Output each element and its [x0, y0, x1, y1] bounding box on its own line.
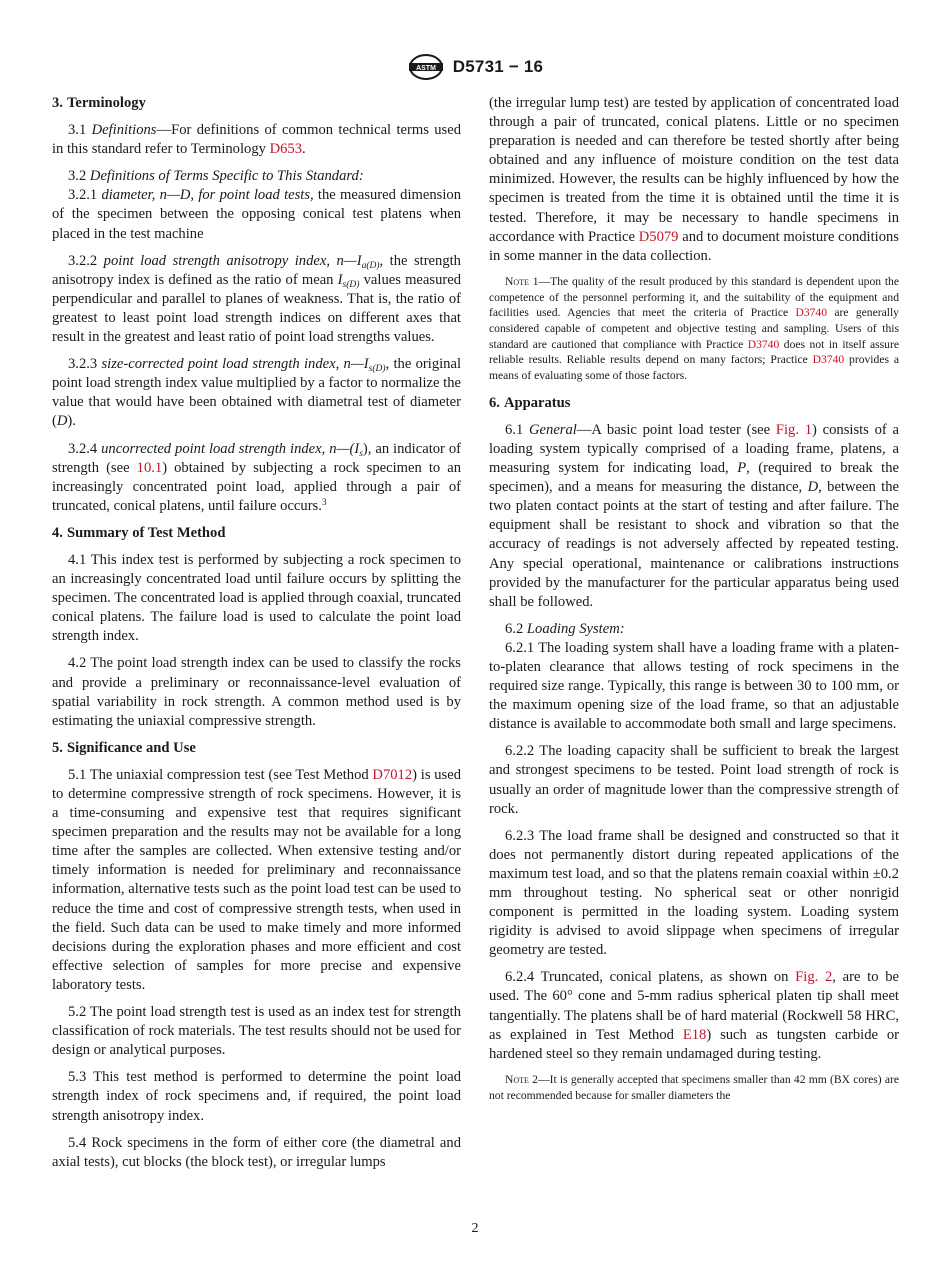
paragraph-5-1: 5.1 The uniaxial compression test (see Test Method D7012) is used to determine compressive strength of rock specimens. However, it is a time-consuming and expensive test that requires significant specimen preparation and the results may not be available for a long time after the samples are collected. When extensive testing and/or timely information is needed for preliminary and reconnaissance information, alternative tests such as the point load test can be used to reduce the time and cost of compressive strength tests, when used in the field. Such data can be used to make timely and more informed decisions during the exploration phases and more efficient and cost effective selection of samples for more precise and expensive laboratory tests.	[52, 766, 461, 993]
paragraph-3-2: 3.2 Definitions of Terms Specific to This Standard:	[68, 168, 364, 185]
astm-logo-icon	[407, 54, 445, 80]
paragraph-6-2-3: 6.2.3 The load frame shall be designed and constructed so that it does not permanently distort during repeated applications of the maximum test load, and so that the platens remain coaxial within ±0.2 mm throughout testing. No spherical seat or other nonrigid component is permitted in the loading system. Loading system rigidity is advised to avoid slippage when specimens of irregular geometry are tested.	[489, 827, 899, 959]
link-d5079[interactable]: D5079	[638, 228, 679, 245]
section-4-heading: 4. Summary of Test Method	[52, 524, 226, 541]
paragraph-3-2-2: 3.2.2 point load strength anisotropy index, $n—I_{a(D)}$, the strength anisotropy index is defined as the ratio of mean $I_{s(D)}$ values measured perpendicular and parallel to planes of weakness. That is, the ratio of greatest to least point load strength indices on different axes that result in the greatest and least ratio of point load strengths values.	[52, 252, 462, 346]
note-1: Note 1—The quality of the result produced by this standard is dependent upon the competence of the personnel performing it, and the suitability of the equipment and facilities used. Agencies that meet the criteria of Practice D3740 are generally considered capable of competent and objective testing and sampling. Users of this standard are cautioned that compliance with Practice D3740 does not in itself assure reliable results. Reliable results depend on many factors; Practice D3740 provides a means of evaluating some of those factors.	[489, 274, 900, 383]
page-header	[0, 54, 950, 84]
link-d3740-1[interactable]: D3740	[795, 306, 828, 320]
paragraph-6-1: 6.1 General—A basic point load tester (see Fig. 1) consists of a loading system typically comprised of a loading frame, platens, a measuring system for indicating load, P, (required to break the specimen), and a means for measuring the distance, D, between the two platen contact points at the start of testing and after failure. The equipment shall be resistant to shock and vibration so that the accuracy of readings is not adversely affected by repeated testing. Any special operational, maintenance or calibrations instructions provided by the manufacturer for the particular apparatus being used shall be followed.	[489, 421, 899, 610]
paragraph-5-2: 5.2 The point load strength test is used as an index test for strength classification of rock materials. The test results should not be used for design or analytical purposes.	[52, 1004, 461, 1059]
link-e18[interactable]: E18	[682, 1026, 707, 1043]
section-5-heading: 5. Significance and Use	[52, 739, 196, 756]
paragraph-4-1: 4.1 This index test is performed by subjecting a rock specimen to an increasingly concentrated load until failure occurs by splitting the specimen. The concentrated load is applied through coaxial, truncated conical platens. The failure load is used to calculate the point load strength index.	[52, 551, 461, 645]
paragraph-3-2-3: 3.2.3 size-corrected point load strength index, $n—I_{s(D)}$, the original point load strength index value multiplied by a factor to normalize the value that would have been obtained with diametral test of diameter (D).	[52, 356, 462, 430]
paragraph-4-2: 4.2 The point load strength index can be used to classify the rocks and provide a preliminary or reconnaissance-level evaluation of spatial variability in rock strength. A common method used is by estimating the uniaxial compressive strength.	[52, 655, 461, 729]
paragraph-5-4: 5.4 Rock specimens in the form of either core (the diametral and axial tests), cut blocks (the block test), or irregular lumps	[52, 1134, 461, 1170]
section-3-heading: 3. Terminology	[52, 95, 146, 111]
paragraph-6-2-4: 6.2.4 Truncated, conical platens, as shown on Fig. 2, are to be used. The 60° cone and 5-mm radius spherical platen tip shall meet tangentially. The platens shall be of hard material (Rockwell 58 HRC, as explained in Test Method E18) such as tungsten carbide or hardened steel so they remain undamaged during testing.	[489, 969, 899, 1062]
paragraph-3-2-1: 3.2.1 diameter, n—D, for point load tests, the measured dimension of the specimen between the opposing conical test platens when placed in the test machine	[52, 187, 461, 242]
paragraph-6-2-1: 6.2.1 The loading system shall have a loading frame with a platen-to-platen clearance that allows testing of rock specimens in the required size range. Typically, this range is between 30 to 100 mm, or the maximum opening size of the load frame, so that an adjustable distance is available to accommodate both small and large specimens.	[489, 639, 899, 733]
document-id: D5731 − 16	[452, 57, 544, 76]
link-10-1[interactable]: 10.1	[136, 459, 163, 476]
section-6-heading: 6. Apparatus	[489, 394, 571, 411]
link-fig-1[interactable]: Fig. 1	[775, 421, 813, 438]
link-d3740-2[interactable]: D3740	[747, 337, 780, 351]
page-number: 2	[471, 1221, 479, 1236]
link-d653[interactable]: D653	[269, 141, 303, 158]
paragraph-3-2-4: 3.2.4 uncorrected point load strength index, $n—(I_s)$, an indicator of strength (see 10.1) obtained by subjecting a rock specimen to an increasingly concentrated point load, applied through a pair of truncated, conical platens, until failure occurs.$^3$	[52, 440, 461, 514]
note-2: Note 2—It is generally accepted that specimens smaller than 42 mm (BX cores) are not recommended because for smaller diameters the	[489, 1072, 899, 1102]
left-column	[52, 94, 461, 1180]
link-fig-2[interactable]: Fig. 2	[795, 969, 833, 986]
right-column	[489, 94, 899, 1113]
paragraph-6-2: 6.2 Loading System:	[505, 620, 625, 637]
paragraph-6-2-2: 6.2.2 The loading capacity shall be sufficient to break the largest and strongest specimens to be tested. Point load strength of rock is usually an order of magnitude lower than the compressive strength of rock.	[489, 743, 899, 817]
paragraph-5-3: 5.3 This test method is performed to determine the point load strength index of rock specimens and, if required, the point load strength anisotropy index.	[52, 1069, 461, 1124]
link-d3740-3[interactable]: D3740	[812, 353, 845, 367]
paragraph-5-4-continued: (the irregular lump test) are tested by application of concentrated load through a pair of truncated, conical platens. Little or no specimen preparation is needed and can therefore be tested shortly after being obtained and any influence of moisture condition on the test data minimized. However, the results can be highly influenced by how the specimen is treated from the time it is obtained until the time it is tested. Therefore, it may be necessary to handle specimens in accordance with Practice D5079 and to document moisture conditions in some manner in the data collection.	[489, 95, 899, 264]
astm-logo-text: ASTM	[415, 65, 436, 72]
link-d7012[interactable]: D7012	[372, 766, 413, 783]
paragraph-3-1: 3.1 Definitions—For definitions of common technical terms used in this standard refer to Terminology D653.	[52, 122, 461, 158]
